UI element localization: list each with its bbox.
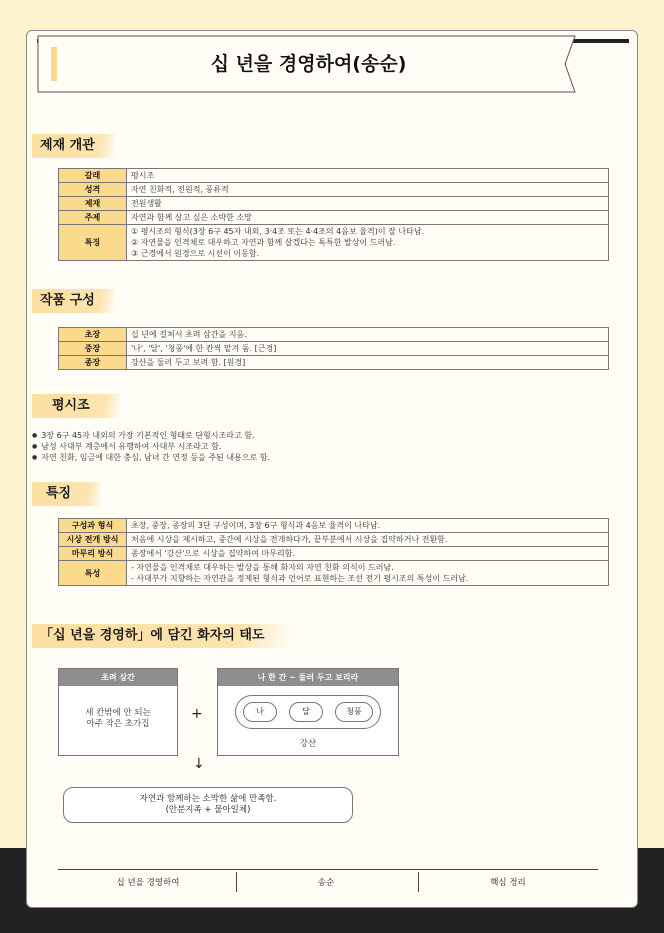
row-value [127,561,609,586]
row-value: 초장, 중장, 종장의 3단 구성이며, 3장 6구 형식과 4음보 율격이 나타남. [127,519,609,533]
list-item: ● 자연 친화, 임금에 대한 충심, 남녀 간 연정 등을 주된 내용으로 함. [32,452,270,463]
section-heading-pyeongsijo: 평시조 [32,394,120,418]
row-label: 시상 전개 방식 [59,533,127,547]
gangsan-box-heading: 나 한 간 ~ 둘러 두고 보리라 [218,669,398,686]
row-label: 특성 [59,561,127,586]
plus-sign: + [191,706,203,722]
table-row [59,561,609,586]
row-label: 갈래 [59,169,127,183]
footer-rule [58,869,598,870]
row-value: 평시조 [127,169,609,183]
row-label: 중장 [59,342,127,356]
table-row [59,356,609,370]
table-row [59,342,609,356]
table-row [59,547,609,561]
gangsan-caption: 강산 [299,739,317,749]
result-box [63,787,353,823]
row-value: 강산을 둘러 두고 보려 함. [원경] [127,356,609,370]
row-label: 주제 [59,211,127,225]
row-value: 전원생활 [127,197,609,211]
row-label: 구성과 형식 [59,519,127,533]
section-heading-structure: 작품 구성 [32,289,115,313]
row-value: 십 년에 걸쳐서 초려 삼간을 지음. [127,328,609,342]
document-page [26,30,638,908]
row-line: ① 평시조의 형식(3장 6구 45자 내외, 3·4조 또는 4·4조의 4음보 율격)이 잘 나타남. [131,227,425,236]
row-label: 마무리 방식 [59,547,127,561]
row-value: 자연과 함께 살고 싶은 소박한 소망 [127,211,609,225]
table-row [59,211,609,225]
table-row [59,169,609,183]
title-box [37,35,580,93]
row-label: 제재 [59,197,127,211]
table-row [59,183,609,197]
row-line: - 사대부가 지향하는 자연관을 정제된 형식과 언어로 표현하는 조선 전기 평시조의 특성이 드러남. [131,574,469,583]
section-heading-overview: 제재 개관 [32,134,115,158]
features-table [58,518,609,586]
pyeongsijo-list [32,430,270,463]
row-label: 종장 [59,356,127,370]
cottage-box [58,668,178,756]
pill-cheongpung: 청풍 [335,702,373,722]
cottage-box-heading: 초려 삼간 [59,669,177,686]
cottage-box-body [59,686,177,730]
row-label: 성격 [59,183,127,197]
footer-category: 핵심 정리 [490,878,526,888]
row-value: 종장에서 '강산'으로 시상을 집약하여 마무리함. [127,547,609,561]
result-line: (안분지족 + 물아일체) [165,805,251,815]
structure-table [58,327,609,370]
section-heading-attitude: 「십 년을 경영하」에 담긴 화자의 태도 [32,624,290,648]
row-line: - 자연물을 인격체로 대우하는 발상을 통해 화자의 자연 친화 의식이 드러남. [131,563,394,572]
row-value: 자연 친화적, 전원적, 풍류적 [127,183,609,197]
row-value: 처음에 시상을 제시하고, 중간에 시상을 전개하다가, 끝부분에서 시상을 집약하거나 전환함. [127,533,609,547]
table-row [59,197,609,211]
down-arrow-icon: ↓ [193,756,205,772]
row-line: ③ 근경에서 원경으로 시선이 이동함. [131,249,260,258]
result-line: 자연과 함께하는 소박한 삶에 만족함. [139,794,277,804]
row-label: 초장 [59,328,127,342]
gangsan-box [217,668,399,756]
footer-author: 송순 [317,878,335,888]
row-line: ② 자연물을 인격체로 대우하고 자연과 함께 살겠다는 독특한 발상이 드러남. [131,238,396,247]
table-row [59,328,609,342]
table-row [59,225,609,261]
pill-dal: 달 [289,702,323,722]
row-value: '나', '달', '청풍'에 한 칸씩 맡겨 둠. [근경] [127,342,609,356]
page-title: 십 년을 경영하여(송순) [210,53,407,75]
pill-na: 나 [243,702,277,722]
footer-work-title: 십 년을 경영하여 [116,878,180,888]
row-label: 특징 [59,225,127,261]
table-row [59,519,609,533]
section-heading-features: 특징 [32,482,101,506]
table-row [59,533,609,547]
cottage-box-line: 세 칸밖에 안 되는 [85,708,151,718]
overview-table [58,168,609,261]
cottage-box-line: 아주 작은 초가집 [86,719,150,729]
list-item: ● 남성 사대부 계층에서 유행하여 사대부 시조라고 함. [32,441,270,452]
row-value [127,225,609,261]
list-item: ● 3장 6구 45자 내외의 가장 기본적인 형태로 단형시조라고 함. [32,430,270,441]
